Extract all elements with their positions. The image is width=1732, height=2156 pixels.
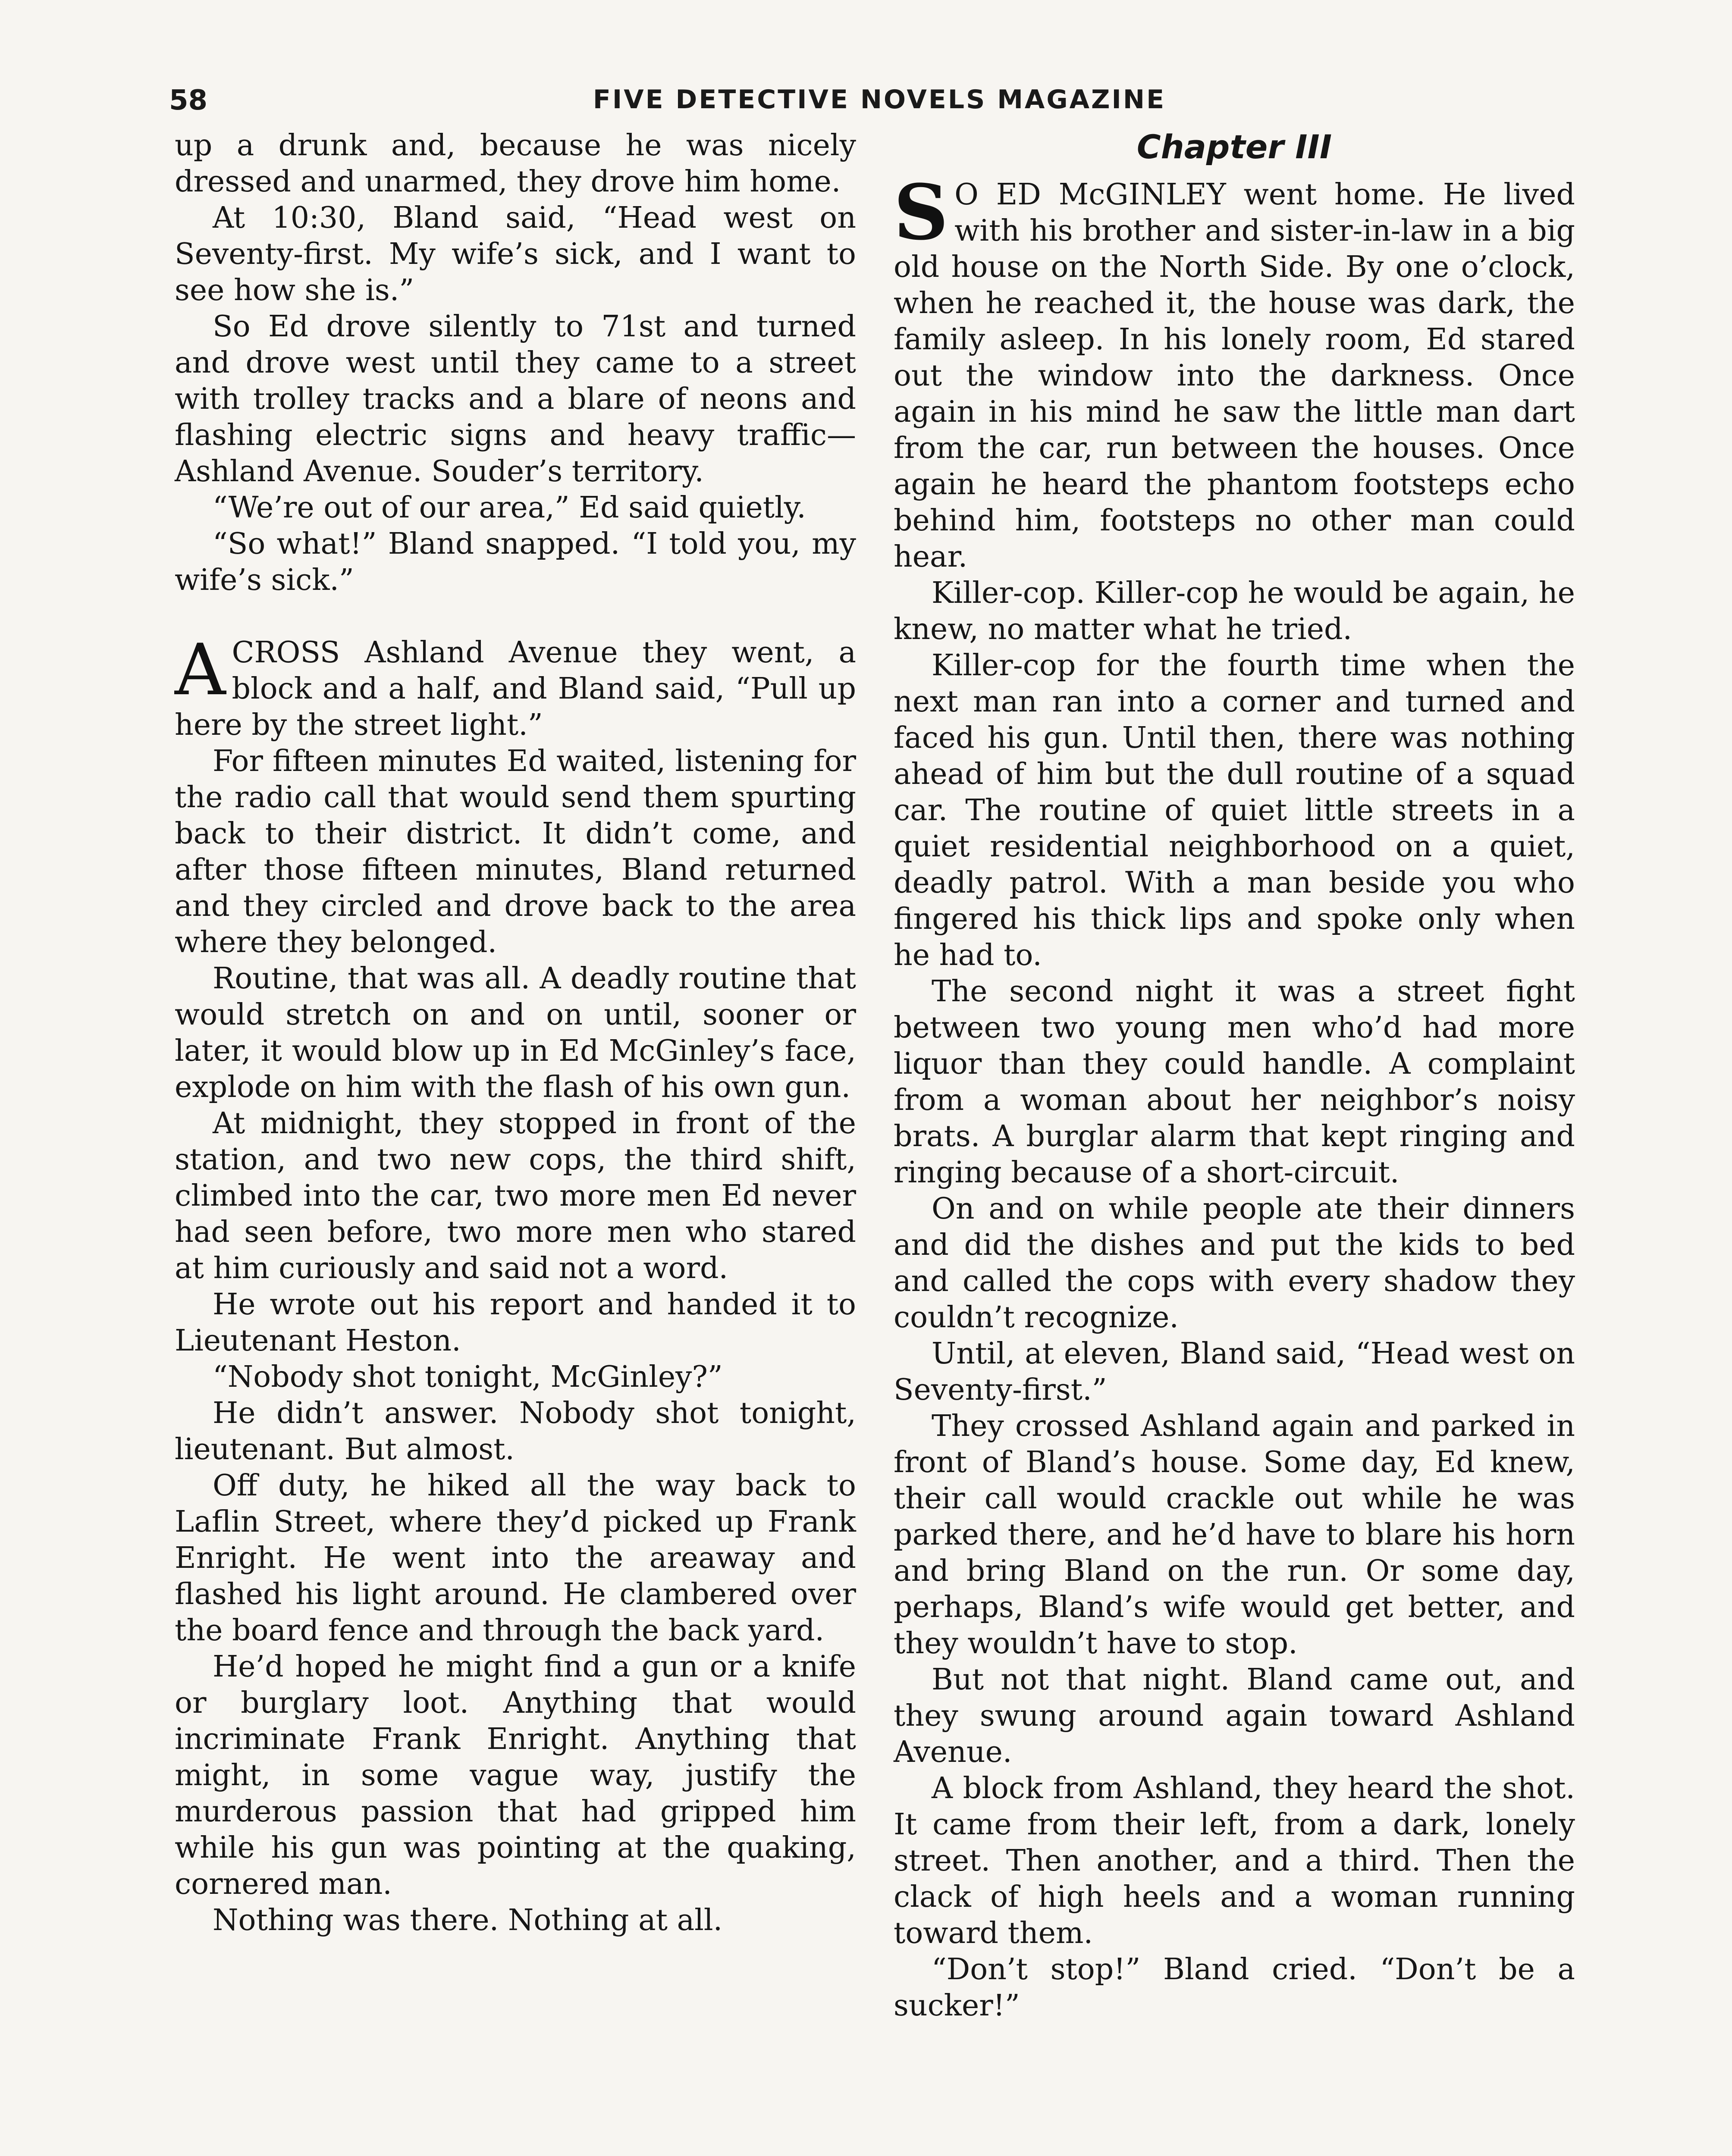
chapter-opening-paragraph [894,168,1575,575]
paragraph: Killer-cop for the fourth time when the next man ran into a corner and turned and faced his gun. Until then, there was nothing ahead of him but the dull routine of a squad car. The routine of quiet little streets in a quiet residential neighborhood on a quiet, deadly patrol. With a man beside you who fingered his thick lips and spoke only when he had to. [894,649,1575,972]
paragraph: For fifteen minutes Ed waited, listening for the radio call that would send them spurting back to their district. It didn’t come, and after those fifteen minutes, Bland returned and they circled and drove back to the area where they belonged. [175,744,856,959]
page-number: 58 [169,85,208,116]
paragraph: Routine, that was all. A deadly routine that would stretch on and on until, sooner or later, it would blow up in Ed McGinley’s face, explode on him with the flash of his own gun. [175,962,856,1104]
paragraph: “Don’t stop!” Bland cried. “Don’t be a sucker!” [894,1952,1575,2023]
running-title: FIVE DETECTIVE NOVELS MAGAZINE [593,85,1166,115]
paragraph: Nothing was there. Nothing at all. [213,1903,723,1937]
paragraph: At 10:30, Bland said, “Head west on Seventy-first. My wife’s sick, and I want to see how she is.” [175,201,856,307]
paragraph: So Ed drove silently to 71st and turned and drove west until they came to a street with trolley tracks and a blare of neons and flashing electric signs and heavy traffic—Ashland Avenue. Souder’s territory. [175,310,856,489]
paragraph: But not that night. Bland came out, and they swung around again toward Ashland Avenue. [894,1663,1575,1769]
paragraph: On and on while people ate their dinners and did the dishes and put the kids to bed and called the cops with every shadow they couldn’t recognize. [894,1192,1575,1335]
paragraph: Off duty, he hiked all the way back to Laflin Street, where they’d picked up Frank Enright. He went into the areaway and flashed his light around. He clambered over the board fence and through the back yard. [175,1469,856,1648]
paragraph: Killer-cop. Killer-cop he would be again, he knew, no matter what he tried. [894,576,1575,646]
drop-cap: A [175,629,226,711]
paragraph: “So what!” Bland snapped. “I told you, my wife’s sick.” [175,527,856,597]
paragraph-text: CROSS Ashland Avenue they went, a block and a half, and Bland said, “Pull up here by the street light.” [175,636,856,742]
paragraph: “Nobody shot tonight, McGinley?” [213,1360,723,1394]
paragraph: They crossed Ashland again and parked in front of Bland’s house. Some day, Ed knew, their call would crackle out while he was parked there, and he’d have to blare his horn and bring Bland on the run. Or some day, perhaps, Bland’s wife would get better, and they wouldn’t have to stop. [894,1409,1575,1661]
paragraph: He’d hoped he might find a gun or a knife or burglary loot. Anything that would incriminate Frank Enright. Anything that might, in some vague way, justify the murderous passion that had gripped him while his gun was pointing at the quaking, cornered man. [175,1650,856,1901]
paragraph: At midnight, they stopped in front of the station, and two new cops, the third shift, climbed into the car, two more men Ed never had seen before, two more men who stared at him curiously and said not a word. [175,1106,856,1285]
paragraph: The second night it was a street fight between two young men who’d had more liquor than they could handle. A complaint from a woman about her neighbor’s noisy brats. A burglar alarm that kept ringing and ringing because of a short-circuit. [894,975,1575,1190]
section-opening-paragraph [175,629,856,743]
paragraph: up a drunk and, because he was nicely dressed and unarmed, they drove him home. [175,128,856,199]
left-column [175,128,856,1939]
paragraph: “We’re out of our area,” Ed said quietly. [213,491,806,525]
paragraph: He didn’t answer. Nobody shot tonight, lieutenant. But almost. [175,1396,856,1467]
paragraph: A block from Ashland, they heard the shot. It came from their left, from a dark, lonely street. Then another, and a third. Then the clack of high heels and a woman running toward them. [894,1771,1575,1950]
chapter-heading: Chapter III [1136,128,1332,166]
drop-cap: S [894,168,949,257]
paragraph: He wrote out his report and handed it to Lieutenant Heston. [175,1288,856,1358]
paragraph-text: O ED McGINLEY went home. He lived with his brother and sister-in-law in a big old house on the North Side. By one o’clock, when he reached it, the house was dark, the family asleep. In his lonely room, Ed stared out the window into the darkness. Once again in his mind he saw the little man dart from the car, run between the houses. Once again he heard the phantom footsteps echo behind him, footsteps no other man could hear. [894,178,1575,574]
paragraph: Until, at eleven, Bland said, “Head west on Seventy-first.” [894,1337,1575,1407]
right-column [894,128,1575,2024]
page-header [169,85,1590,123]
